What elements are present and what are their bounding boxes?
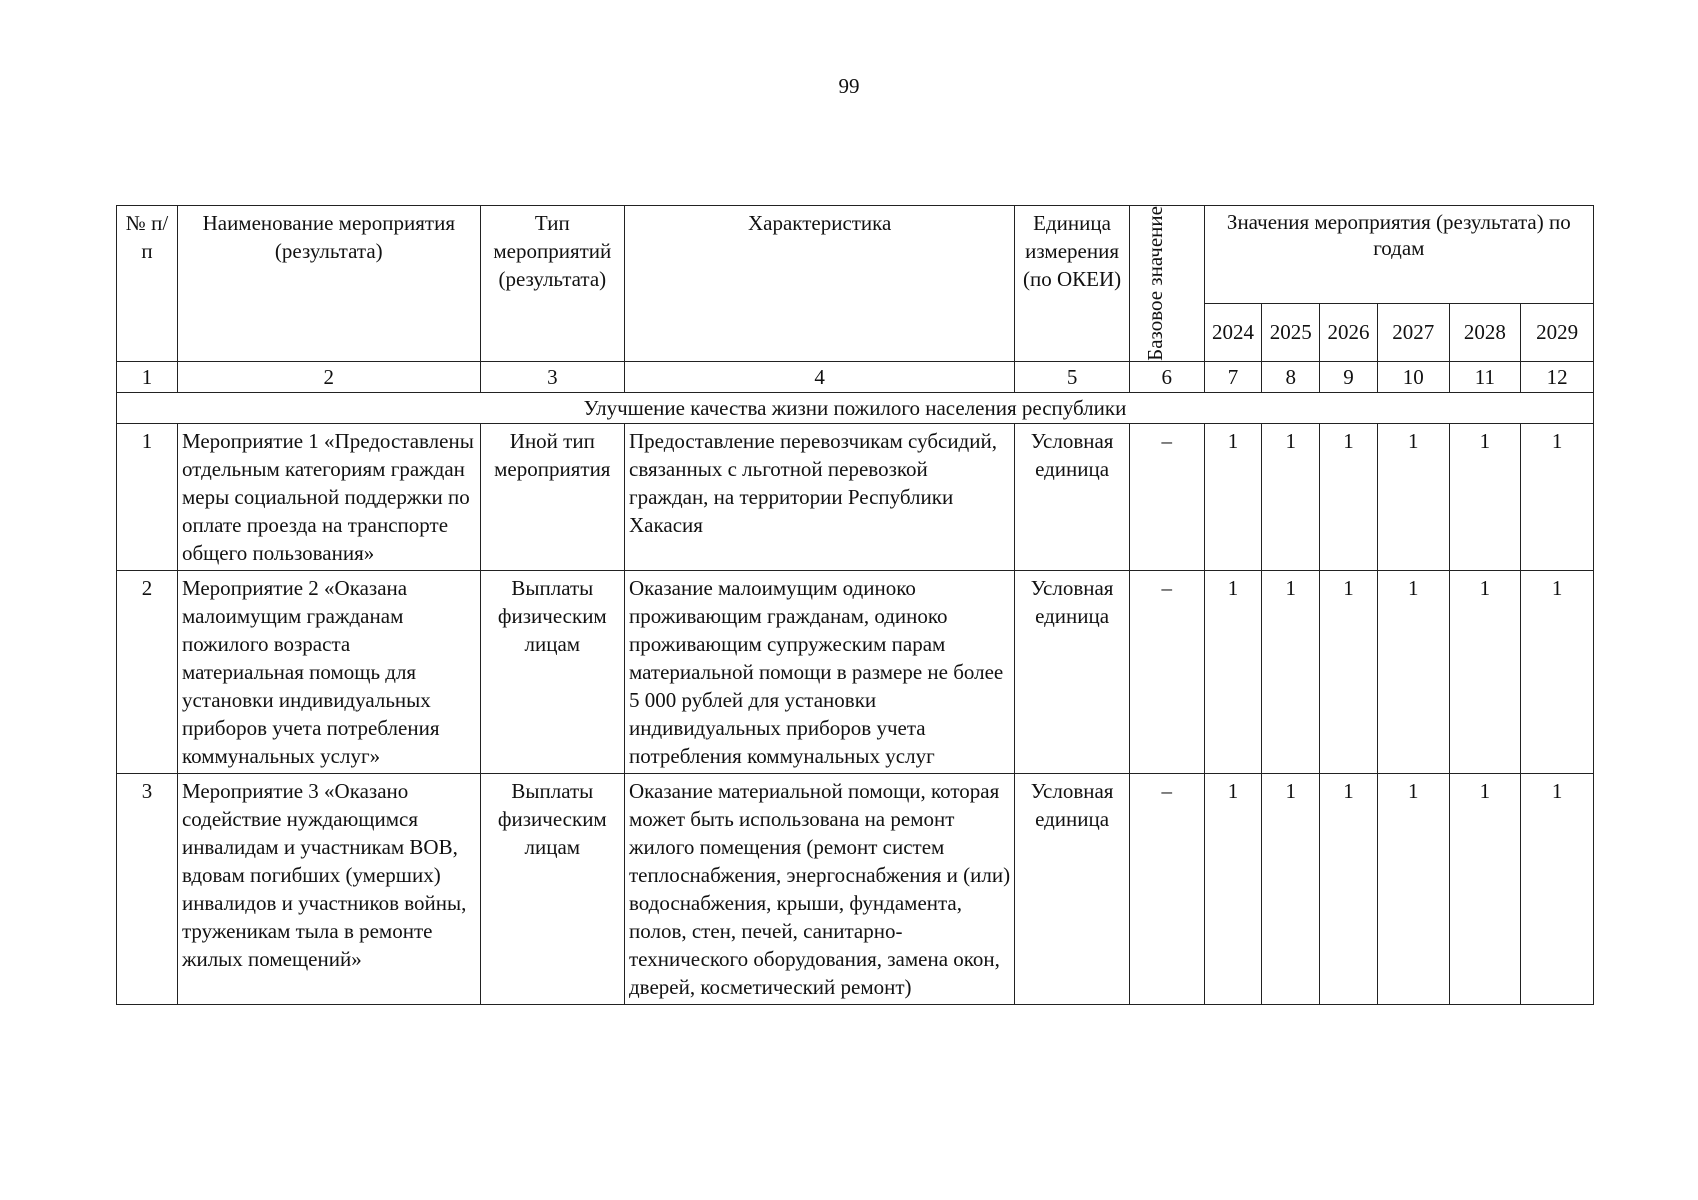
row-type: Выплаты физическим лицам [480,570,624,773]
table-row [117,570,1594,773]
row-value-2028: 1 [1449,773,1521,1004]
column-number: 12 [1521,361,1594,392]
column-number: 4 [625,361,1015,392]
column-number: 10 [1377,361,1449,392]
row-unit: Условная единица [1015,570,1129,773]
row-name: Мероприятие 3 «Оказано содействие нуждающимся инвалидам и участникам ВОВ, вдовам погибших (умерших) инвалидов и участников войны, труженикам тыла в ремонте жилых помещений» [177,773,480,1004]
measures-table [116,205,1594,1005]
column-number: 6 [1129,361,1204,392]
column-number: 5 [1015,361,1129,392]
header-year: 2024 [1204,303,1262,361]
table-row [117,423,1594,570]
row-unit: Условная единица [1015,773,1129,1004]
row-base: – [1129,773,1204,1004]
column-number: 7 [1204,361,1262,392]
row-type: Выплаты физическим лицам [480,773,624,1004]
row-base: – [1129,570,1204,773]
row-num: 1 [117,423,178,570]
column-number: 11 [1449,361,1521,392]
section-title: Улучшение качества жизни пожилого населения республики [117,392,1594,423]
row-value-2025: 1 [1262,423,1320,570]
row-value-2024: 1 [1204,570,1262,773]
table-row [117,773,1594,1004]
row-value-2029: 1 [1521,570,1594,773]
column-numbers-row [117,361,1594,392]
row-name: Мероприятие 1 «Предоставлены отдельным категориям граждан меры социальной поддержки по оплате проезда на транспорте общего пользования» [177,423,480,570]
row-value-2026: 1 [1320,423,1378,570]
row-name: Мероприятие 2 «Оказана малоимущим гражданам пожилого возраста материальная помощь для установки индивидуальных приборов учета потребления коммунальных услуг» [177,570,480,773]
row-unit: Условная единица [1015,423,1129,570]
row-characteristic: Оказание малоимущим одиноко проживающим гражданам, одиноко проживающим супружеским парам материальной помощи в размере не более 5 000 рублей для установки индивидуальных приборов учета потребления коммунальных услуг [625,570,1015,773]
row-value-2024: 1 [1204,423,1262,570]
row-value-2025: 1 [1262,773,1320,1004]
row-value-2027: 1 [1377,423,1449,570]
section-row [117,392,1594,423]
header-row-1 [117,206,1594,304]
header-num: № п/п [117,206,178,362]
row-value-2025: 1 [1262,570,1320,773]
row-characteristic: Предоставление перевозчикам субсидий, связанных с льготной перевозкой граждан, на территории Республики Хакасия [625,423,1015,570]
header-year: 2029 [1521,303,1594,361]
row-type: Иной тип мероприятия [480,423,624,570]
row-characteristic: Оказание материальной помощи, которая может быть использована на ремонт жилого помещения (ремонт систем теплоснабжения, энергоснабжения и (или) водоснабжения, крыши, фундамента, полов, стен, печей, санитарно-технического оборудования, замена окон, дверей, косметический ремонт) [625,773,1015,1004]
row-num: 2 [117,570,178,773]
column-number: 8 [1262,361,1320,392]
header-unit: Единица измерения (по ОКЕИ) [1015,206,1129,362]
row-value-2029: 1 [1521,423,1594,570]
column-number: 1 [117,361,178,392]
header-characteristic: Характеристика [625,206,1015,362]
row-value-2028: 1 [1449,423,1521,570]
row-value-2026: 1 [1320,570,1378,773]
header-year: 2027 [1377,303,1449,361]
row-base: – [1129,423,1204,570]
header-year: 2026 [1320,303,1378,361]
header-type: Тип мероприятий (результата) [480,206,624,362]
header-year: 2028 [1449,303,1521,361]
row-num: 3 [117,773,178,1004]
column-number: 9 [1320,361,1378,392]
row-value-2027: 1 [1377,773,1449,1004]
row-value-2024: 1 [1204,773,1262,1004]
header-values-by-year: Значения мероприятия (результата) по годам [1204,206,1593,304]
header-base-text: Базовое значение [1142,206,1167,361]
header-name: Наименование мероприятия (результата) [177,206,480,362]
row-value-2026: 1 [1320,773,1378,1004]
column-number: 2 [177,361,480,392]
header-base [1129,206,1204,362]
page-number: 99 [838,74,860,98]
row-value-2029: 1 [1521,773,1594,1004]
row-value-2028: 1 [1449,570,1521,773]
row-value-2027: 1 [1377,570,1449,773]
column-number: 3 [480,361,624,392]
header-year: 2025 [1262,303,1320,361]
